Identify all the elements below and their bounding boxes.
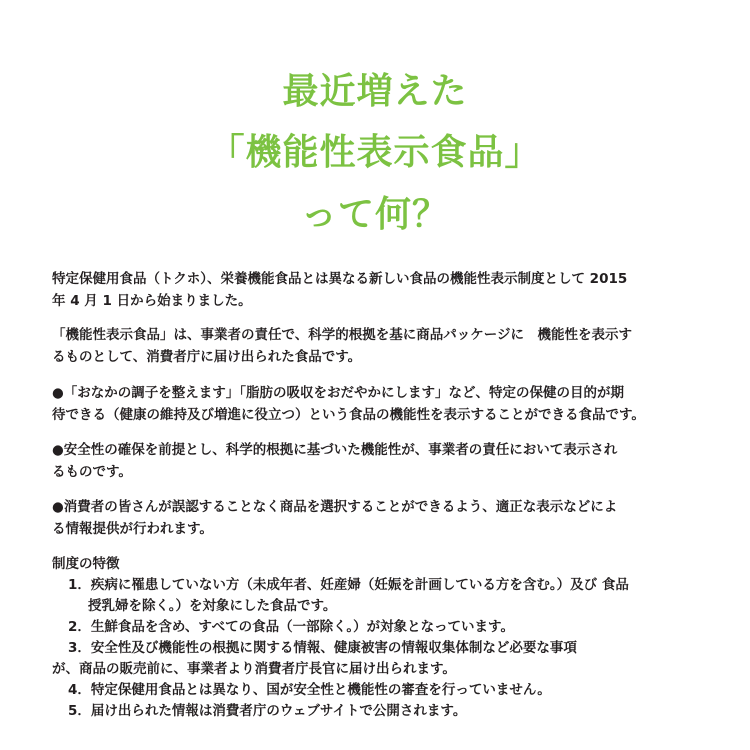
paragraph-line: るものとして、消費者庁に届け出られた食品です。 bbox=[52, 349, 362, 365]
features-section bbox=[52, 554, 712, 722]
paragraph-bullet-1 bbox=[52, 382, 712, 426]
paragraph-line: るものです。 bbox=[52, 464, 132, 480]
paragraph-bullet-3 bbox=[52, 496, 712, 540]
feature-item: 4．特定保健用食品とは異なり、国が安全性と機能性の審査を行っていません。 bbox=[68, 682, 551, 698]
feature-item: 1．疾病に罹患していない方（未成年者、妊産婦（妊娠を計画している方を含む。）及び 食品 bbox=[68, 577, 629, 593]
feature-item: 3．安全性及び機能性の根拠に関する情報、健康被害の情報収集体制など必要な事項 bbox=[68, 640, 577, 656]
feature-item: 2．生鮮食品を含め、すべての食品（一部除く。）が対象となっています。 bbox=[68, 619, 514, 635]
paragraph-intro bbox=[52, 268, 712, 312]
features-heading: 制度の特徴 bbox=[52, 556, 120, 572]
feature-item-continued: 授乳婦を除く。）を対象にした食品です。 bbox=[88, 598, 337, 614]
paragraph-line: 年 4 月 1 日から始まりました。 bbox=[52, 293, 252, 309]
title-line-2: 「機能性表示食品」 bbox=[208, 132, 542, 173]
paragraph-line: ●安全性の確保を前提とし、科学的根拠に基づいた機能性が、事業者の責任において表示され bbox=[52, 442, 618, 458]
paragraph-line: 特定保健用食品（トクホ）、栄養機能食品とは異なる新しい食品の機能性表示制度として 2015 bbox=[52, 271, 628, 287]
paragraph-line: る情報提供が行われます。 bbox=[52, 521, 213, 537]
title-line-1: 最近増えた bbox=[282, 71, 468, 112]
paragraph-bullet-2 bbox=[52, 439, 712, 483]
title-line-3: って何？ bbox=[300, 194, 449, 235]
paragraph-line: ●消費者の皆さんが誤認することなく商品を選択することができるよう、適正な表示などによ bbox=[52, 499, 618, 515]
feature-item-continued: が、商品の販売前に、事業者より消費者庁長官に届け出られます。 bbox=[52, 661, 456, 677]
feature-item: 5．届け出られた情報は消費者庁のウェブサイトで公開されます。 bbox=[68, 703, 467, 719]
paragraph-line: 「機能性表示食品」は、事業者の責任で、科学的根拠を基に商品パッケージに 機能性を表示す bbox=[52, 327, 632, 343]
paragraph-line: 待できる（健康の維持及び増進に役立つ）という食品の機能性を表示することができる食品です。 bbox=[52, 407, 645, 423]
paragraph-definition bbox=[52, 324, 712, 368]
paragraph-line: ●「おなかの調子を整えます」「脂肪の吸収をおだやかにします」など、特定の保健の目的が期 bbox=[52, 385, 625, 401]
